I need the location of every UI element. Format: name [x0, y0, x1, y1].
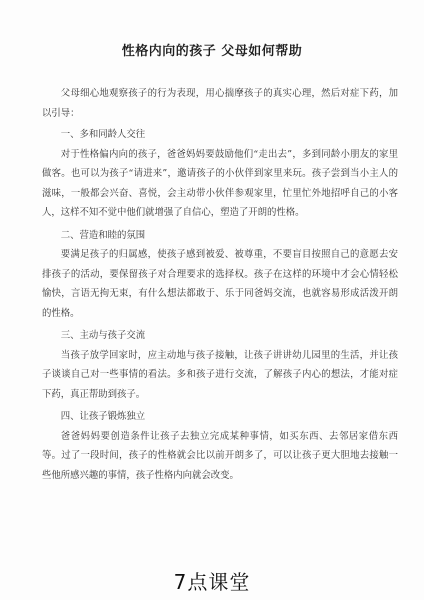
section-paragraph-4: 爸爸妈妈要创造条件让孩子去独立完成某种事情，如买东西、去邻居家借东西等。过了一段时间，孩子的性格就会比以前开朗多了，可以让孩子更大胆地去接触一些他所感兴趣的事情，孩子性格内向就会改变。 [42, 430, 398, 481]
document-title: 性格内向的孩子 父母如何帮助 [121, 44, 303, 59]
section-paragraph-3: 当孩子放学回家时，应主动地与孩子接触，让孩子讲讲幼儿园里的生活，并让孩子谈谈自己对一些事情的看法。多和孩子进行交流，了解孩子内心的想法，才能对症下药，真正帮助到孩子。 [42, 349, 398, 400]
watermark-text: 7点课堂 [173, 570, 251, 594]
document-body [42, 84, 398, 485]
section-heading-1: 一、多和同龄人交往 [60, 129, 146, 140]
intro-paragraph: 父母细心地观察孩子的行为表现，用心揣摩孩子的真实心理，然后对症下药，加以引导： [42, 88, 398, 119]
section-heading-2: 二、营造和睦的氛围 [60, 229, 146, 241]
section-paragraph-1: 对于性格偏内向的孩子，爸爸妈妈要鼓励他们“走出去”，多到同龄小朋友的家里做客。也可以为孩子“请进来”，邀请孩子的小伙伴到家里来玩。孩子尝到当小主人的滋味，一般都会兴奋、喜悦，会主动带小伙伴参观家里，忙里忙外地招呼自己的小客人，这样不知不觉中他们就增强了自信心，塑造了开朗的性格。 [42, 148, 398, 218]
section-heading-3: 三、主动与孩子交流 [60, 330, 146, 341]
section-heading-4: 四、让孩子锻炼独立 [60, 411, 146, 422]
section-paragraph-2: 要满足孩子的归属感，使孩子感到被爱、被尊重，不要盲目按照自己的意愿去安排孩子的活动，要保留孩子对合理要求的选择权。孩子在这样的环境中才会心情轻松愉快，言语无拘无束，有什么想法都敢于、乐于同爸妈交流，也就容易形成活泼开朗的性格。 [42, 249, 398, 319]
